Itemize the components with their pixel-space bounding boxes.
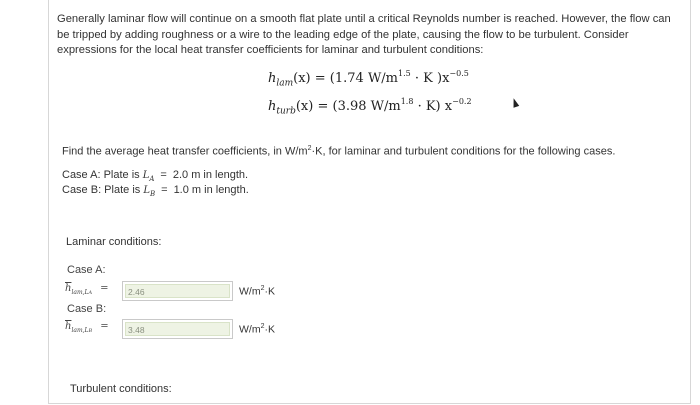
laminar-case-a-label: Case A:	[67, 264, 106, 276]
laminar-case-b-answer-field[interactable]	[122, 319, 233, 339]
h-lam-a-symbol: $\overline{h}_{lam,LA}$ =	[65, 283, 109, 296]
task-instruction: Find the average heat transfer coefficients, in $W/m^2\cdot K$, for laminar and turbulent conditions for the following cases.	[62, 145, 616, 158]
laminar-heading: Laminar conditions:	[66, 236, 162, 248]
turbulent-equation: $h_{turb}(x) = (3.98$ $W/m^{1.8} \cdot K$) $x^{-0.2}$	[268, 97, 472, 117]
h-lam-b-symbol: $\overline{h}_{lam,LB}$ =	[65, 321, 109, 334]
laminar-case-a-unit: $W/m^2\cdot K$	[239, 285, 275, 298]
laminar-equation: $h_{lam}(x) = (1.74$ $W/m^{1.5} \cdot K$ )$x^{-0.5}$	[268, 69, 469, 89]
laminar-case-b-unit: $W/m^2\cdot K$	[239, 323, 275, 336]
laminar-case-b-label: Case B:	[67, 303, 107, 315]
turbulent-heading: Turbulent conditions:	[70, 383, 172, 395]
laminar-case-a-answer-field[interactable]	[122, 281, 233, 301]
problem-intro: Generally laminar flow will continue on a smooth flat plate until a critical Reynolds number is reached. However, the flow can be tripped by adding roughness or a wire to the leading edge of the plate, causing the flow to be turbulent. Consider expressions for the local heat transfer coefficients for laminar and turbulent conditions:	[57, 13, 671, 56]
question-panel	[48, 0, 691, 404]
laminar-case-a-value[interactable]: 2.46	[125, 284, 230, 298]
laminar-case-b-value[interactable]: 3.48	[125, 322, 230, 336]
case-b-statement: Case B: Plate is $L_B = 1.0$ m in length.	[62, 184, 249, 199]
case-a-statement: Case A: Plate is $L_A = 2.0$ m in length.	[62, 169, 249, 184]
